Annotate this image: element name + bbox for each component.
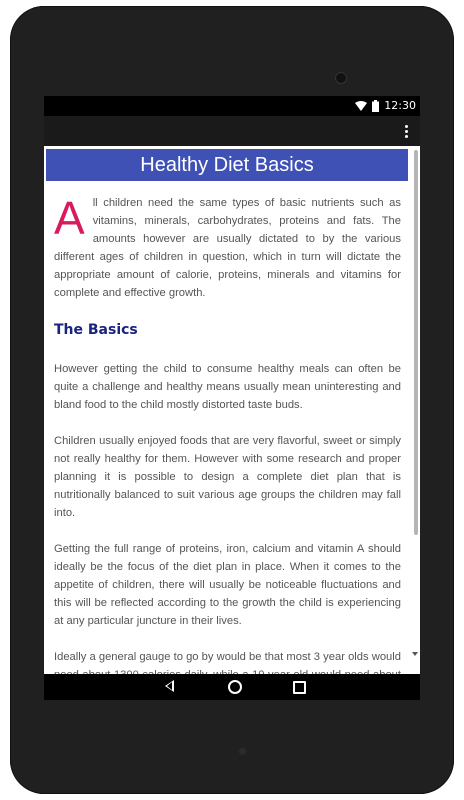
action-bar — [44, 116, 420, 146]
front-camera — [335, 72, 347, 84]
recent-apps-icon[interactable] — [293, 681, 306, 694]
paragraph: Getting the full range of proteins, iron, calcium and vitamin A should ideally be the focus of the diet plan in place. When it comes to the appetite of children, there will usually be noticeable fluctuations and this will be reflected according to the growth the child is experiencing at any particular juncture in their lives. — [54, 543, 401, 627]
section-title: The Basics — [54, 322, 138, 338]
scroll-down-arrow-icon[interactable] — [412, 652, 418, 656]
paragraph: Ideally a general gauge to go by would be that most 3 year olds would — [54, 651, 401, 663]
wifi-icon — [355, 101, 367, 111]
content-area[interactable] — [44, 146, 420, 674]
dropcap-letter: A — [54, 192, 85, 244]
overflow-menu-icon[interactable] — [398, 121, 414, 141]
screen — [44, 96, 420, 700]
home-icon[interactable] — [228, 680, 242, 694]
intro-text: ll children need the same types of basic nutrients such as vitamins, minerals, carbohydrates, proteins and fats. The amounts however are usually dictated to by the various different ages of children in question, which in turn will dictate the appropriate amount of calorie, proteins, minerals and vitamins for complete and effective growth. — [54, 197, 401, 299]
navigation-bar — [44, 674, 420, 700]
battery-icon — [372, 100, 379, 112]
article — [54, 194, 401, 720]
paragraph: Children usually enjoyed foods that are very flavorful, sweet or simply not really healthy for them. However with some research and proper planning it is possible to design a complete diet plan that is nutritionally balanced to suit various age groups the children may fall into. — [54, 435, 401, 519]
device-sensor — [239, 748, 246, 755]
intro-paragraph — [54, 194, 401, 302]
back-icon[interactable] — [165, 680, 174, 692]
paragraph: However getting the child to consume healthy meals can often be quite a challenge and healthy means usually mean uninteresting and bland food to the child mostly distorted taste buds. — [54, 363, 401, 411]
page-title: Healthy Diet Basics — [46, 149, 408, 181]
status-bar — [44, 96, 420, 116]
status-time: 12:30 — [384, 99, 416, 112]
scrollbar[interactable] — [414, 150, 418, 535]
